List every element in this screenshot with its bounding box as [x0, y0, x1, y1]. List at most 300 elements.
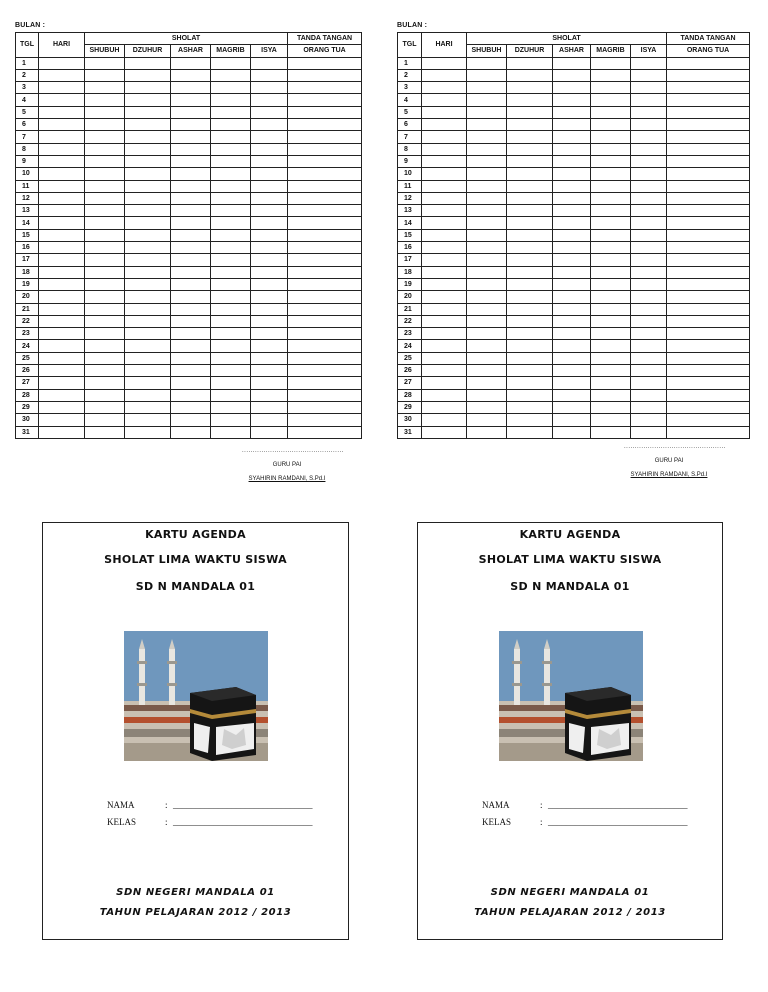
table-row	[16, 278, 362, 290]
empty-cell	[125, 365, 171, 377]
empty-cell	[631, 119, 667, 131]
empty-cell	[422, 192, 467, 204]
empty-cell	[631, 82, 667, 94]
empty-cell	[422, 389, 467, 401]
empty-cell	[211, 131, 251, 143]
empty-cell	[667, 192, 750, 204]
empty-cell	[251, 106, 288, 118]
nama-line: _______________________________	[173, 800, 313, 810]
empty-cell	[507, 94, 553, 106]
empty-cell	[667, 328, 750, 340]
empty-cell	[631, 266, 667, 278]
empty-cell	[422, 168, 467, 180]
table-row	[16, 229, 362, 241]
empty-cell	[422, 119, 467, 131]
day-number: 13	[398, 205, 422, 217]
empty-cell	[591, 82, 631, 94]
empty-cell	[553, 106, 591, 118]
day-number: 21	[398, 303, 422, 315]
empty-cell	[467, 278, 507, 290]
table-row	[398, 303, 750, 315]
empty-cell	[467, 106, 507, 118]
empty-cell	[251, 57, 288, 69]
empty-cell	[553, 217, 591, 229]
empty-cell	[467, 119, 507, 131]
empty-cell	[211, 377, 251, 389]
empty-cell	[251, 328, 288, 340]
empty-cell	[288, 143, 362, 155]
empty-cell	[507, 205, 553, 217]
empty-cell	[422, 426, 467, 438]
empty-cell	[171, 254, 211, 266]
empty-cell	[467, 389, 507, 401]
table-row	[398, 328, 750, 340]
day-number: 8	[398, 143, 422, 155]
kelas-colon: :	[165, 817, 168, 827]
day-number: 19	[16, 278, 39, 290]
empty-cell	[85, 328, 125, 340]
empty-cell	[422, 266, 467, 278]
table-row	[16, 303, 362, 315]
empty-cell	[125, 340, 171, 352]
empty-cell	[85, 217, 125, 229]
day-number: 31	[16, 426, 39, 438]
header-prayer: DZUHUR	[125, 45, 171, 57]
empty-cell	[85, 426, 125, 438]
empty-cell	[467, 217, 507, 229]
empty-cell	[631, 389, 667, 401]
empty-cell	[85, 155, 125, 167]
empty-cell	[288, 389, 362, 401]
empty-cell	[553, 340, 591, 352]
header-prayer: ASHAR	[171, 45, 211, 57]
empty-cell	[171, 217, 211, 229]
day-number: 12	[398, 192, 422, 204]
empty-cell	[85, 94, 125, 106]
empty-cell	[553, 69, 591, 81]
table-row	[16, 365, 362, 377]
empty-cell	[553, 180, 591, 192]
table-row	[398, 315, 750, 327]
empty-cell	[288, 365, 362, 377]
day-number: 26	[16, 365, 39, 377]
empty-cell	[422, 217, 467, 229]
signature-name: SYAHIRIN RAMDANI, S.Pd.I	[630, 472, 708, 478]
empty-cell	[591, 414, 631, 426]
card-footer-year: TAHUN PELAJARAN 2012 / 2013	[474, 907, 666, 918]
empty-cell	[591, 168, 631, 180]
day-number: 14	[16, 217, 39, 229]
card-footer-year: TAHUN PELAJARAN 2012 / 2013	[99, 907, 292, 918]
table-row	[16, 131, 362, 143]
agenda-card-left	[42, 522, 349, 940]
empty-cell	[85, 377, 125, 389]
empty-cell	[507, 365, 553, 377]
empty-cell	[125, 242, 171, 254]
empty-cell	[667, 414, 750, 426]
day-number: 24	[398, 340, 422, 352]
empty-cell	[125, 119, 171, 131]
empty-cell	[667, 180, 750, 192]
kaaba-illustration	[124, 631, 268, 761]
empty-cell	[85, 315, 125, 327]
empty-cell	[85, 352, 125, 364]
nama-colon: :	[540, 800, 543, 810]
empty-cell	[422, 340, 467, 352]
empty-cell	[591, 119, 631, 131]
empty-cell	[507, 180, 553, 192]
empty-cell	[591, 69, 631, 81]
empty-cell	[251, 426, 288, 438]
student-form	[482, 797, 688, 831]
empty-cell	[39, 94, 85, 106]
day-number: 13	[16, 205, 39, 217]
table-row	[398, 217, 750, 229]
empty-cell	[467, 315, 507, 327]
empty-cell	[251, 155, 288, 167]
empty-cell	[39, 352, 85, 364]
empty-cell	[251, 180, 288, 192]
empty-cell	[422, 401, 467, 413]
empty-cell	[211, 340, 251, 352]
empty-cell	[125, 291, 171, 303]
day-number: 28	[398, 389, 422, 401]
table-row	[398, 106, 750, 118]
empty-cell	[553, 365, 591, 377]
empty-cell	[467, 303, 507, 315]
empty-cell	[553, 278, 591, 290]
empty-cell	[467, 352, 507, 364]
empty-cell	[251, 69, 288, 81]
empty-cell	[251, 82, 288, 94]
empty-cell	[591, 57, 631, 69]
empty-cell	[171, 426, 211, 438]
table-row	[16, 315, 362, 327]
empty-cell	[211, 254, 251, 266]
day-number: 3	[16, 82, 39, 94]
nama-label: NAMA	[107, 800, 135, 810]
empty-cell	[251, 414, 288, 426]
empty-cell	[251, 94, 288, 106]
empty-cell	[467, 131, 507, 143]
table-row	[398, 242, 750, 254]
empty-cell	[171, 168, 211, 180]
empty-cell	[591, 205, 631, 217]
empty-cell	[422, 303, 467, 315]
empty-cell	[288, 242, 362, 254]
empty-cell	[125, 217, 171, 229]
empty-cell	[467, 266, 507, 278]
header-sholat: SHOLAT	[467, 33, 667, 45]
empty-cell	[125, 57, 171, 69]
empty-cell	[507, 57, 553, 69]
empty-cell	[507, 426, 553, 438]
empty-cell	[171, 82, 211, 94]
empty-cell	[422, 143, 467, 155]
day-number: 17	[16, 254, 39, 266]
day-number: 12	[16, 192, 39, 204]
empty-cell	[422, 242, 467, 254]
card-school: SD N MANDALA 01	[135, 580, 256, 593]
attendance-sheet-right	[397, 20, 749, 439]
empty-cell	[553, 291, 591, 303]
table-row	[398, 426, 750, 438]
empty-cell	[507, 266, 553, 278]
empty-cell	[591, 143, 631, 155]
empty-cell	[85, 106, 125, 118]
empty-cell	[631, 168, 667, 180]
table-row	[398, 143, 750, 155]
empty-cell	[553, 57, 591, 69]
attendance-table	[15, 32, 362, 439]
empty-cell	[251, 168, 288, 180]
empty-cell	[507, 217, 553, 229]
empty-cell	[631, 365, 667, 377]
empty-cell	[85, 389, 125, 401]
empty-cell	[288, 340, 362, 352]
empty-cell	[553, 414, 591, 426]
empty-cell	[667, 340, 750, 352]
kelas-line: _______________________________	[548, 817, 688, 827]
empty-cell	[171, 155, 211, 167]
table-row	[16, 180, 362, 192]
empty-cell	[171, 180, 211, 192]
day-number: 10	[16, 168, 39, 180]
empty-cell	[211, 106, 251, 118]
empty-cell	[211, 82, 251, 94]
empty-cell	[631, 352, 667, 364]
empty-cell	[211, 155, 251, 167]
empty-cell	[39, 180, 85, 192]
empty-cell	[553, 315, 591, 327]
signature-name: SYAHIRIN RAMDANI, S.Pd.I	[248, 476, 326, 482]
kelas-label: KELAS	[482, 817, 511, 827]
empty-cell	[39, 106, 85, 118]
empty-cell	[591, 352, 631, 364]
empty-cell	[85, 192, 125, 204]
empty-cell	[667, 426, 750, 438]
header-tanda-tangan: TANDA TANGAN	[288, 33, 362, 45]
empty-cell	[125, 82, 171, 94]
empty-cell	[288, 69, 362, 81]
empty-cell	[591, 229, 631, 241]
empty-cell	[171, 192, 211, 204]
empty-cell	[288, 291, 362, 303]
attendance-sheet-left	[15, 20, 361, 439]
empty-cell	[467, 205, 507, 217]
table-row	[398, 401, 750, 413]
student-form	[107, 797, 313, 831]
empty-cell	[422, 180, 467, 192]
day-number: 7	[16, 131, 39, 143]
empty-cell	[211, 328, 251, 340]
empty-cell	[591, 217, 631, 229]
empty-cell	[39, 168, 85, 180]
empty-cell	[39, 242, 85, 254]
empty-cell	[467, 94, 507, 106]
empty-cell	[422, 131, 467, 143]
empty-cell	[288, 119, 362, 131]
day-number: 16	[16, 242, 39, 254]
empty-cell	[211, 69, 251, 81]
empty-cell	[125, 254, 171, 266]
empty-cell	[251, 266, 288, 278]
table-row	[398, 69, 750, 81]
empty-cell	[125, 389, 171, 401]
empty-cell	[553, 155, 591, 167]
empty-cell	[422, 57, 467, 69]
empty-cell	[211, 266, 251, 278]
empty-cell	[591, 328, 631, 340]
empty-cell	[591, 106, 631, 118]
empty-cell	[667, 352, 750, 364]
header-prayer: SHUBUH	[85, 45, 125, 57]
empty-cell	[467, 414, 507, 426]
header-hari: HARI	[422, 33, 467, 58]
day-number: 5	[16, 106, 39, 118]
empty-cell	[251, 315, 288, 327]
empty-cell	[125, 328, 171, 340]
empty-cell	[631, 242, 667, 254]
empty-cell	[288, 401, 362, 413]
empty-cell	[39, 254, 85, 266]
table-row	[16, 401, 362, 413]
header-prayer: ISYA	[251, 45, 288, 57]
header-sholat: SHOLAT	[85, 33, 288, 45]
empty-cell	[288, 205, 362, 217]
header-prayer: ASHAR	[553, 45, 591, 57]
header-prayer: MAGRIB	[591, 45, 631, 57]
empty-cell	[631, 155, 667, 167]
empty-cell	[171, 352, 211, 364]
empty-cell	[85, 168, 125, 180]
empty-cell	[667, 106, 750, 118]
empty-cell	[422, 155, 467, 167]
table-row	[398, 57, 750, 69]
empty-cell	[125, 192, 171, 204]
empty-cell	[591, 426, 631, 438]
card-school: SD N MANDALA 01	[510, 580, 630, 593]
empty-cell	[125, 266, 171, 278]
card-subtitle: SHOLAT LIMA WAKTU SISWA	[478, 553, 662, 566]
empty-cell	[591, 291, 631, 303]
empty-cell	[467, 426, 507, 438]
empty-cell	[171, 340, 211, 352]
empty-cell	[422, 328, 467, 340]
table-row	[398, 254, 750, 266]
empty-cell	[667, 315, 750, 327]
empty-cell	[39, 229, 85, 241]
empty-cell	[125, 155, 171, 167]
empty-cell	[85, 291, 125, 303]
empty-cell	[39, 303, 85, 315]
empty-cell	[125, 229, 171, 241]
empty-cell	[467, 229, 507, 241]
empty-cell	[507, 229, 553, 241]
signature-role: GURU PAI	[654, 458, 684, 464]
day-number: 2	[16, 69, 39, 81]
day-number: 11	[16, 180, 39, 192]
empty-cell	[211, 278, 251, 290]
empty-cell	[85, 303, 125, 315]
day-number: 6	[398, 119, 422, 131]
empty-cell	[507, 192, 553, 204]
card-subtitle: SHOLAT LIMA WAKTU SISWA	[104, 553, 287, 566]
empty-cell	[171, 94, 211, 106]
empty-cell	[467, 180, 507, 192]
empty-cell	[591, 340, 631, 352]
empty-cell	[467, 254, 507, 266]
empty-cell	[251, 278, 288, 290]
empty-cell	[467, 82, 507, 94]
table-row	[398, 377, 750, 389]
day-number: 9	[398, 155, 422, 167]
day-number: 14	[398, 217, 422, 229]
empty-cell	[288, 168, 362, 180]
empty-cell	[171, 69, 211, 81]
empty-cell	[422, 229, 467, 241]
empty-cell	[553, 377, 591, 389]
table-row	[398, 94, 750, 106]
table-row	[16, 119, 362, 131]
empty-cell	[251, 303, 288, 315]
empty-cell	[125, 106, 171, 118]
empty-cell	[591, 315, 631, 327]
empty-cell	[667, 119, 750, 131]
empty-cell	[171, 389, 211, 401]
empty-cell	[591, 242, 631, 254]
header-hari: HARI	[39, 33, 85, 58]
empty-cell	[631, 131, 667, 143]
empty-cell	[85, 57, 125, 69]
empty-cell	[125, 168, 171, 180]
empty-cell	[422, 377, 467, 389]
empty-cell	[39, 389, 85, 401]
empty-cell	[211, 229, 251, 241]
empty-cell	[39, 131, 85, 143]
empty-cell	[288, 266, 362, 278]
table-row	[398, 266, 750, 278]
empty-cell	[85, 205, 125, 217]
table-row	[398, 205, 750, 217]
empty-cell	[85, 180, 125, 192]
empty-cell	[211, 291, 251, 303]
empty-cell	[125, 143, 171, 155]
table-row	[398, 389, 750, 401]
empty-cell	[591, 266, 631, 278]
empty-cell	[171, 266, 211, 278]
empty-cell	[85, 119, 125, 131]
empty-cell	[467, 242, 507, 254]
table-row	[16, 389, 362, 401]
empty-cell	[591, 192, 631, 204]
day-number: 25	[16, 352, 39, 364]
day-number: 4	[398, 94, 422, 106]
empty-cell	[667, 389, 750, 401]
empty-cell	[507, 69, 553, 81]
table-row	[16, 57, 362, 69]
signature-role: GURU PAI	[272, 462, 302, 468]
empty-cell	[39, 414, 85, 426]
empty-cell	[39, 340, 85, 352]
empty-cell	[467, 168, 507, 180]
empty-cell	[553, 168, 591, 180]
empty-cell	[39, 69, 85, 81]
empty-cell	[667, 242, 750, 254]
empty-cell	[251, 389, 288, 401]
empty-cell	[39, 192, 85, 204]
day-number: 2	[398, 69, 422, 81]
